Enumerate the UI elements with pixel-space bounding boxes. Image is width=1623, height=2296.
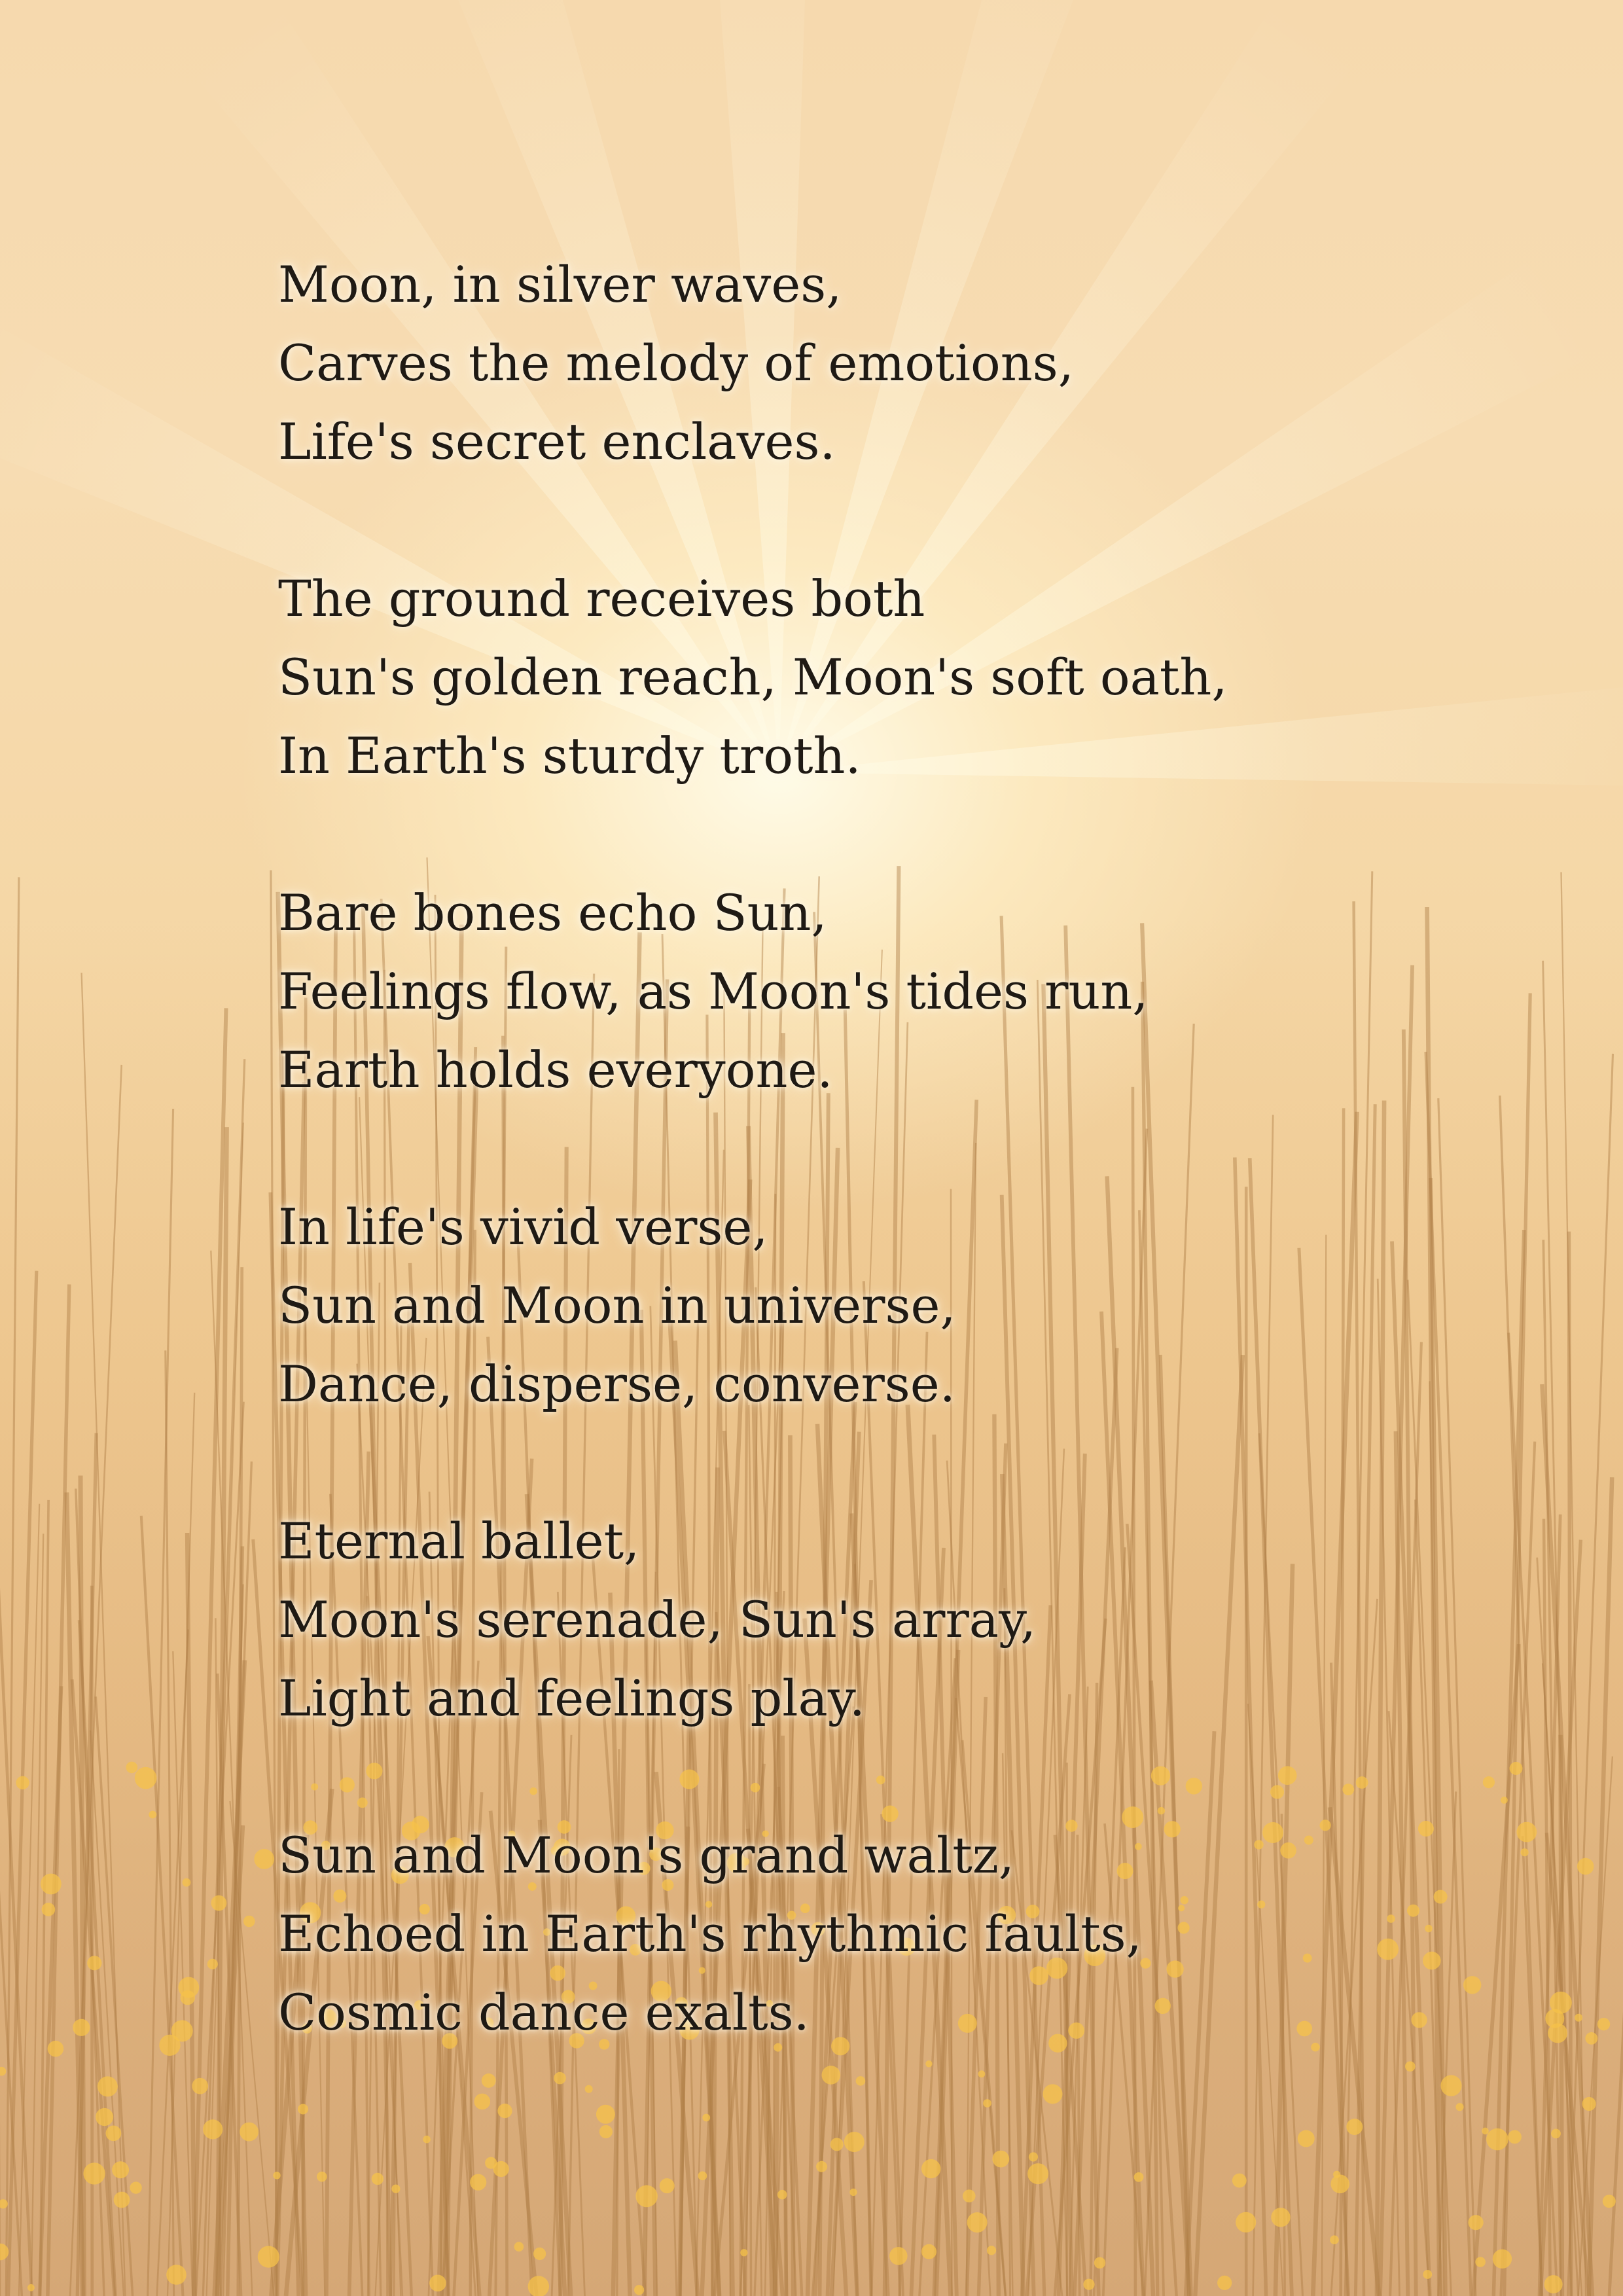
stanza-1: [278, 245, 1522, 481]
poem-line: Bare bones echo Sun,: [278, 884, 827, 942]
poem-line: In Earth's sturdy troth.: [278, 726, 861, 785]
stanza-4: [278, 1188, 1522, 1424]
poem-line: Dance, disperse, converse.: [278, 1355, 955, 1413]
poem-line: Moon's serenade, Sun's array,: [278, 1590, 1037, 1649]
poem-line: Moon, in silver waves,: [278, 255, 842, 314]
poem-line: Sun's golden reach, Moon's soft oath,: [278, 648, 1228, 706]
poem-line: Feelings flow, as Moon's tides run,: [278, 962, 1149, 1020]
poem-line: Carves the melody of emotions,: [278, 334, 1074, 392]
poem-text: [278, 245, 1522, 2130]
poem-line: Echoed in Earth's rhythmic faults,: [278, 1905, 1142, 1963]
poem-line: Cosmic dance exalts.: [278, 1983, 810, 2041]
stanza-5: [278, 1502, 1522, 1738]
poem-line: Sun and Moon's grand waltz,: [278, 1826, 1014, 1884]
poem-line: Light and feelings play.: [278, 1669, 865, 1727]
poem-line: Earth holds everyone.: [278, 1041, 833, 1099]
stanza-6: [278, 1816, 1522, 2052]
poem-line: The ground receives both: [278, 569, 925, 628]
poem-line: In life's vivid verse,: [278, 1198, 768, 1256]
poem-line: Sun and Moon in universe,: [278, 1276, 956, 1335]
poem-line: Life's secret enclaves.: [278, 412, 836, 471]
stanza-3: [278, 874, 1522, 1109]
poem-line: Eternal ballet,: [278, 1512, 640, 1570]
stanza-2: [278, 560, 1522, 795]
